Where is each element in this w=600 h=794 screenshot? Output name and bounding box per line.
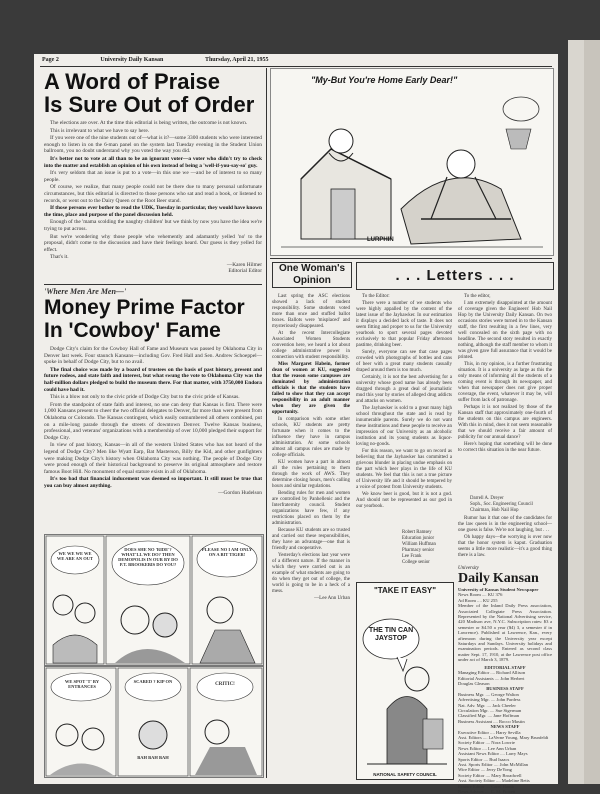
staff-line: Sports Editor .... Bud Isaacs — [458, 756, 510, 762]
editorial-paragraph: It's better not to vote at all than to be an ignorant voter—a voter who didn't try to check into the matter and establish an opinion of his own instead of being a 'well-if-you-say-so' guy. — [44, 155, 262, 169]
page-number: Page 2 — [42, 57, 59, 63]
opinion-paragraph: Because KU students are so trusted and carried out these responsibilities, they have an advantage—one that is friendly and cooperative. — [272, 528, 350, 551]
staff-line: Nat. Adv. Mgr. .... Jack Cheeler — [458, 702, 516, 708]
story-paragraph: The final choice was made by a board of trustees on the basis of past history, present and future rodeos, and state faith and interest, but what swung the vote to Oklahoma City was the half-million dollars pledged to build the museum there. For that matter, with 3750,000 Endora could have had it. — [44, 366, 262, 393]
staff-line: News Adviser .... C. M. Pickett — [458, 789, 516, 794]
staff-heading: BUSINESS STAFF — [486, 686, 524, 692]
comic-bubble-1: WE WE WE WE WE ARE AN OUT — [56, 551, 94, 561]
signer: Darrell A. Dreyer — [470, 496, 504, 501]
staff-line: Society Editor .... Nora Lowrie — [458, 740, 515, 746]
staff-line: Douglas Gleason — [458, 680, 490, 686]
story-body — [44, 346, 262, 536]
masthead-info — [458, 587, 552, 794]
opinion-signature: —Lee Ann Urban — [314, 596, 350, 601]
letter-one-paragraph: The Jayhawker is sold to a great many high school throughout the state and is read by innumerable parents. Surely we do not want these institutions and these people to receive an impression of our University as an alcoholic institution and its young students as liquor-loving no-goods. — [356, 406, 452, 447]
letters-title: . . . Letters . . . — [395, 267, 515, 284]
staff-line: Circulation Mgr. .... Sue Sigerman — [458, 707, 522, 713]
masthead — [458, 566, 552, 794]
safety-bubble-text: THE TIN CAN JAYSTOP — [368, 627, 414, 642]
staff-line: Wire Editor .... Jerry DeYong — [458, 767, 512, 773]
newspaper-page — [34, 54, 558, 794]
editorial-paragraph: That's it. — [50, 254, 69, 261]
safety-cartoon — [357, 599, 453, 769]
masthead-line: University of Kansas Student Newspaper — [458, 587, 539, 592]
opinion-paragraph: Yesterday's elections last year were of a different nature. If the manner in which they were carried out is an example of what students are going to do when they get out of college, the world is going to be in a heck of a mess. — [272, 553, 350, 594]
letter-one-paragraph: To the Editor: — [362, 294, 390, 299]
editorial-paragraph: But we're wondering why those people who vehemently and adamantly yelled 'no' to the proposal, didn't come to the discussion and have their feelings heard. Our guess is they yelled for effect. — [44, 233, 262, 253]
cartoon-artist: LURPHIN — [367, 237, 394, 243]
editorial-paragraph: The elections are over. At the time this editorial is being written, the outcome is not known. — [50, 120, 248, 126]
editorial-paragraph: This is irrelevant to what we have to say here. — [50, 127, 150, 134]
cartoon-caption: "My-But You're Home Early Dear!" — [311, 75, 458, 85]
column-divider — [266, 68, 267, 778]
take-it-easy-panel — [356, 582, 454, 780]
editorial-paragraph: It's very seldom that an issue is put to a vote—in this one we —and be of interest to so many people. — [44, 170, 262, 183]
editorial-headline-line1: A Word of Praise — [44, 69, 221, 94]
opinion-paragraph: Last spring the ASC elections showed a lack of student responsibility. Some students voted more than once and stuffed ballot boxes. Ballots were 'misplaced' and mysteriously disappeared. — [272, 294, 350, 329]
editor-notes — [458, 516, 552, 564]
opinion-paragraph: At the recent Intercollegiate Associated Women Students convention here, we heard a lot about college administrative power in connection with student responsibility. — [272, 331, 350, 360]
letter-two-paragraph: Perhaps it is not realized by those of the Kansan staff that approximately one-fourth of the students on this campus are engineers. With this in mind, does it not seem reasonable that we should receive a fair amount of publicity for our annual dance? — [458, 405, 552, 440]
opinion-paragraph: Miss Margaret Habein, former dean of women at KU, suggested that the reason some campuses are dominated by administration officials is that the students have failed to show that they can accept responsibility in an adult manner when they are given the opportunity. — [272, 362, 350, 415]
take-it-easy-title: "TAKE IT EASY" — [373, 586, 437, 595]
staff-line: Society Editor .... Mary Broadwell — [458, 772, 522, 778]
opinion-title-line2: Opinion — [293, 275, 331, 286]
staff-line: Managing Editor .... Richard Allison — [458, 670, 526, 676]
staff-heading: EDITORIAL STAFF — [484, 664, 526, 670]
masthead-line: News Room .... KU 376 — [458, 592, 503, 598]
letter-one-paragraph: Surely, everyone can see that case pages crowded with photographs of bottles and cans of beer with a great many students casually draped around them is too much. — [356, 350, 452, 373]
editorial-signature-title: Editorial Editor — [228, 268, 262, 275]
comic-strip-top — [44, 534, 264, 666]
staff-line: Classified Mgr. .... Jane Hoffman — [458, 713, 520, 719]
staff-line: Editorial Assistants .... John Herbert — [458, 675, 525, 681]
staff-line: Assistant News Editor .... Larry Mays — [458, 751, 528, 757]
letter-one-paragraph: We know beer is good, but it is not a god. And should not be represented as our god in our yearbook. — [356, 492, 452, 509]
masthead-kicker: University — [458, 566, 479, 571]
comic-bubble-6: BAH BAH BAH — [137, 755, 169, 760]
editorial-paragraph: If you were one of the nine students out of—what is it?—some 3300 students who were interested enough to listen in on the 6-man panel on the system last Tuesday evening in the Student Union ballroom, you no doubt understand why you voted the way you did. — [44, 135, 262, 155]
opinion-title-box — [272, 262, 352, 288]
cartoon-drawing — [271, 69, 553, 255]
page-header — [42, 57, 550, 63]
opinion-paragraph: In comparison with some other schools, KU students are pretty fortunate when it comes to the influence they have in campus administration. At some schools almost all campus rules are made by college officials. — [272, 417, 350, 458]
section-rule — [44, 284, 262, 285]
story-paragraph: This is a blow not only to the civic pride of Dodge City but to the civic pride of Kansas. — [50, 394, 240, 401]
issue-date: Thursday, April 21, 1955 — [204, 57, 269, 63]
editorial-paragraph: Enough of the 'mama scolding the naughty children' but we think by now you have the idea we're trying to put across. — [44, 219, 262, 232]
story-paragraph: It's too bad that financial inducement was deemed so important. It still must be true that you can buy almost anything. — [44, 476, 262, 489]
staff-line: Business Assistant .... Rocco Mastin — [458, 718, 525, 724]
header-rule — [40, 66, 552, 67]
story-headline-line1: Money Prime Factor — [44, 296, 245, 319]
story-paragraph: Dodge City's claim for the Cowboy Hall of Fame and Museum was passed by Oklahoma City in Denver last week. Four staunch Kansans—including Gov. Fred Hall and Sen. Andrew Schoeppel—spoke in behalf of Dodge City, but to no avail. — [44, 346, 262, 366]
letter-two-paragraph: Here's hoping that something will be done to correct this situation in the near future. — [458, 442, 552, 453]
letter-one-paragraph: Certainly, it is not the best advertising for a university whose good name has already been dragged through a great deal of journalistic mud this year by stories of alleged drug addicts and attacks on women. — [356, 375, 452, 404]
signer: Robert Ramsey — [402, 530, 432, 535]
staff-line: Executive Editor .... Harry Sevilla — [458, 729, 521, 735]
letter-one-signers — [402, 530, 452, 566]
editor-note: Rumor has it that one of the candidates for the law queen is in the engineering school—one guess is false. We're not laughing, but . . . — [458, 516, 552, 533]
staff-line: Feature Editor .... Carol Hamb — [458, 783, 514, 789]
comic-bubble-3: PLEASE NO I AM ONLY ON A BIT TIGER! — [201, 547, 253, 557]
signer: Pharmacy senior — [402, 548, 435, 553]
signer: William Huffman — [402, 542, 436, 547]
editorial-headline-line2: Is Sure Out of Order — [44, 92, 255, 117]
adjacent-page-edge-shadow — [584, 40, 600, 784]
editorial-paragraph: Of course, we realize, that many people could not be there due to many personal unfortunate circumstances, but this editorial is directed to those persons who sat and read a book, or listened to records, or went out to the Dairy Queen or the Root Beer stand. — [44, 184, 262, 204]
staff-line: Asst. Sports Editor .... John McMillan — [458, 762, 528, 767]
letter-one-paragraph: There were a number of we students who were highly appalled by the content of the latest issue of the Jayhawker. In our estimation it displays a decided lack of taste. It does not seem fitting and proper to us for the University yearbook to sport several pages devoted exclusively to that popular Friday afternoon pastime, drinking beer. — [356, 301, 452, 348]
editorial-signature: —Karen Hilmer — [226, 261, 262, 268]
comic-bubble-5: SCARED ? KIP ON — [133, 679, 173, 684]
signer: Soph., Soc. Engineering Council — [470, 502, 533, 507]
letter-one — [356, 294, 452, 528]
letters-title-box — [356, 262, 554, 290]
comic-strip-bottom — [44, 666, 264, 778]
comic-bubble-4: WE SPOT 'T' BY ENTRANCES — [64, 679, 100, 689]
comic-bubble-7: CRITIC! — [215, 682, 235, 687]
editorial-body — [44, 120, 262, 310]
signer: Education junior — [402, 536, 435, 541]
signer: Lee Frank — [402, 554, 422, 559]
staff-line: Business Mgr. .... George Walton — [458, 691, 519, 697]
safety-credit: NATIONAL SAFETY COUNCIL — [373, 772, 437, 777]
opinion-title-line1: One Woman's — [278, 263, 346, 274]
masthead-title-kansan: Kansan — [492, 571, 539, 586]
comic-bubble-2: DOES SHE NO 'RIDE'? WHAT'LL WE DO? THEN DEMOPOLIS IN OUR BY DO P.T. BROOKEBIS DO YOU? — [118, 547, 178, 567]
opinion-paragraph: KU women have a part in almost all the rules pertaining to them through the work of AWS. They determine closing hours, men's calling hours and similar regulations. — [272, 460, 350, 489]
section-rule — [270, 258, 552, 259]
staff-line: Asst. Editors .... LaVerne Young, Mary Brunfeldt — [458, 734, 549, 740]
staff-line: Advertising Mgr. .... John Pardess — [458, 697, 521, 703]
editor-note: Oh happy days—the worrying is over now that the honor system is kaput. Graduation seems a little more realistic—it's a good thing there is a law. — [458, 535, 552, 558]
masthead-title-daily: Daily — [458, 571, 490, 586]
staff-heading: NEWS STAFF — [490, 724, 520, 730]
signer: Chairman, Hob Nail Hop — [470, 508, 519, 513]
letter-two-paragraph: To the editor, — [464, 294, 491, 299]
editorial-cartoon — [270, 68, 554, 256]
story-paragraph: In view of past history, Kansas—in all of the western United States who has not heard of the legend of Dodge City? Men like Wyatt Earp, Bat Masterson, Billy the Kid, and other gunfighters were making Dodge City's history when Oklahoma City was nothing. The people of Dodge City were proud enough of their historical background to preserve its original atmosphere and restore famous Boot Hill. No monument of equal stature exists in all of Oklahoma. — [44, 442, 262, 475]
letter-two — [458, 294, 552, 494]
story-signature: —Gordon Hudelson — [218, 490, 262, 497]
story-kicker: 'Where Men Are Men—' — [44, 287, 127, 296]
editorial-paragraph: If those persons ever bother to read the UDK, Tuesday in particular, they would have known the time, place and purpose of the panel discussion held. — [44, 205, 263, 218]
opinion-body — [272, 294, 350, 774]
signer: College senior — [402, 560, 430, 565]
paper-name: University Daily Kansan — [100, 57, 164, 63]
letter-two-signers — [470, 496, 552, 514]
opinion-paragraph: Bending rules for men and women are controlled by Panhellenic and the Interfraternity council. Student organizations have few, if any restrictions placed on them by the administration. — [272, 491, 350, 526]
masthead-line: Ad Room .... KU 255 — [458, 597, 498, 603]
story-headline-line2: In 'Cowboy' Fame — [44, 319, 221, 342]
letter-two-paragraph: I am extremely disappointed at the amount of coverage given the Engineers' Hob Nail Hop by the University Daily Kansan. On two occasions stories were turned in to the Kansan staff, the first resulting in a few lines, very well concealed on the sixth page with no headline. The second story resulted in exactly nothing, although the staff member to whom it was given gave full assurance that it would be printed. — [458, 301, 552, 360]
staff-line: Asst. Society Editor .... Madeline Betts — [458, 778, 530, 784]
letter-one-paragraph: For this reason, we want to go on record as believing that the Jayhawker has committed a grievous blunder in placing undue emphasis on the part which beer plays in the life of KU students. We feel that this is not a true picture of University life and it should be tempered by a voice of protest from University students. — [356, 449, 452, 490]
masthead-line: Member of the Inland Daily Press association, Associated Collegiate Press Association. Represented by the National Advertising service, 420 Madison ave, N.Y.C. Subscription rates: $3 a semester or $4.50 a year ($4) 3, a semester if in Lawrence). Published at Lawrence, Kan., every afternoon during the University year except Saturdays and Sundays. University holidays and examination periods. Entered as second class matter Sept. 17, 1910, at the Lawrence post office under act of March 3, 1879. — [458, 603, 552, 663]
staff-line: News Editor .... Lee Ann Urban — [458, 745, 517, 751]
story-paragraph: From the standpoint of state faith and interest, no one can deny that Kansas is first. There were 1,000 Kansans present to cheer the two official delegates to Denver, far more than were present from Oklahoma or Colorado. The Kansas contingent, which easily outnumbered all others combined, put on a mile-long parade through the streets of downtown Denver. Twelve Kansas business, professional, and veterans' organizations with a membership of over 10,000 pledged their support for Dodge City. — [44, 401, 262, 441]
letter-two-paragraph: This, in my opinion, is a further frustrating situation. It is a university as large as this the only means of informing all the students of a coming event is through its newspaper, and when that newspaper does not give proper coverage, the event, whatever it may be, will suffer from lack of patronage. — [458, 362, 552, 403]
